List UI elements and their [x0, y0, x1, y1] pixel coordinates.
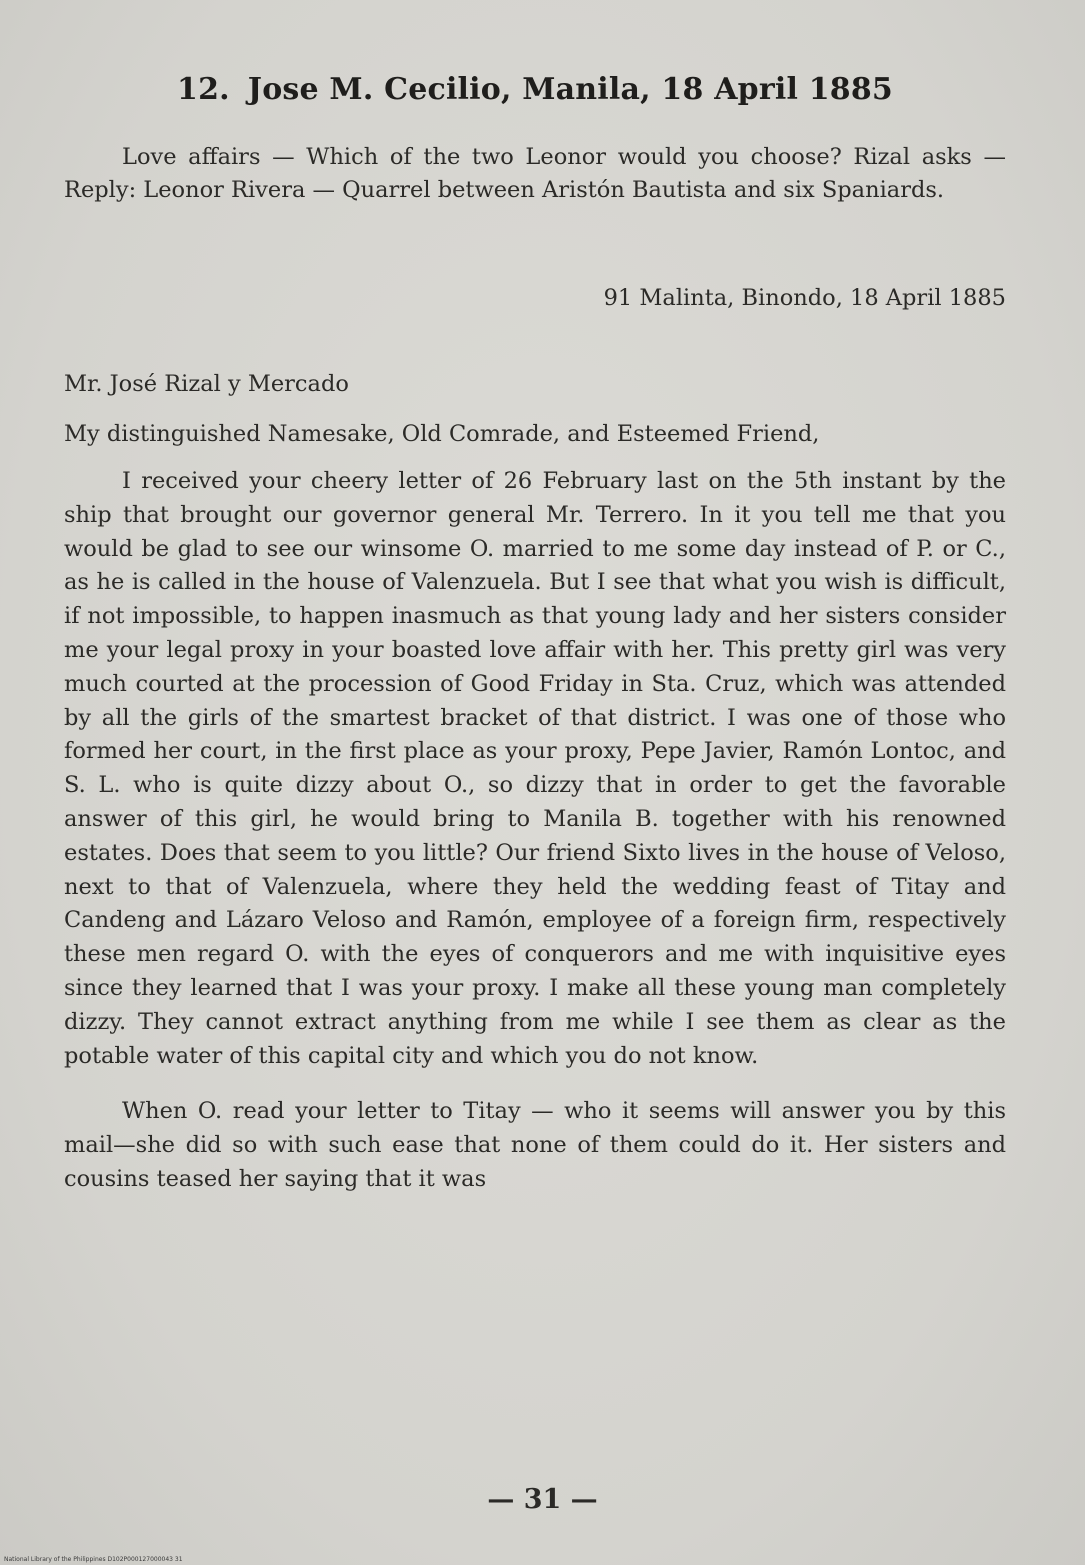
letter-title: Jose M. Cecilio, Manila, 18 April 1885: [247, 72, 893, 107]
page-content: [64, 72, 1006, 1197]
footer-credit: National Library of the Philippines D102P000127000043 31: [4, 1556, 183, 1563]
body-paragraph-2: When O. read your letter to Titay — who it seems will answer you by this mail—she did so with such ease that none of them could do it. Her sisters and cousins teased her saying that it was: [64, 1098, 1006, 1192]
page-number: — 31 —: [487, 1484, 598, 1515]
letter-summary: Love affairs — Which of the two Leonor would you choose? Rizal asks — Reply: Leonor Rivera — Quarrel between Aristón Bautista and six Spaniards.: [64, 144, 1006, 203]
letter-heading: [64, 72, 1006, 107]
body-paragraph-1: I received your cheery letter of 26 February last on the 5th instant by the ship that brought our governor general Mr. Terrero. In it you tell me that you would be glad to see our winsome O. married to me some day instead of P. or C., as he is called in the house of Valenzuela. But I see that what you wish is difficult, if not impossible, to happen inasmuch as that young lady and her sisters consider me your legal proxy in your boasted love affair with her. This pretty girl was very much courted at the procession of Good Friday in Sta. Cruz, which was attended by all the girls of the smartest bracket of that district. I was one of those who formed her court, in the first place as your proxy, Pepe Javier, Ramón Lontoc, and S. L. who is quite dizzy about O., so dizzy that in order to get the favorable answer of this girl, he would bring to Manila B. together with his renowned estates. Does that seem to you little? Our friend Sixto lives in the house of Veloso, next to that of Valenzuela, where they held the wedding feast of Titay and Candeng and Lázaro Veloso and Ramón, employee of a foreign firm, respectively these men regard O. with the eyes of conquerors and me with inquisitive eyes since they learned that I was your proxy. I make all these young man completely dizzy. They cannot extract anything from me while I see them as clear as the potable water of this capital city and which you do not know.: [64, 468, 1006, 1069]
dateline: 91 Malinta, Binondo, 18 April 1885: [603, 285, 1006, 311]
letter-number: 12.: [177, 72, 230, 107]
salutation: My distinguished Namesake, Old Comrade, and Esteemed Friend,: [64, 421, 820, 447]
addressee: Mr. José Rizal y Mercado: [64, 371, 349, 397]
